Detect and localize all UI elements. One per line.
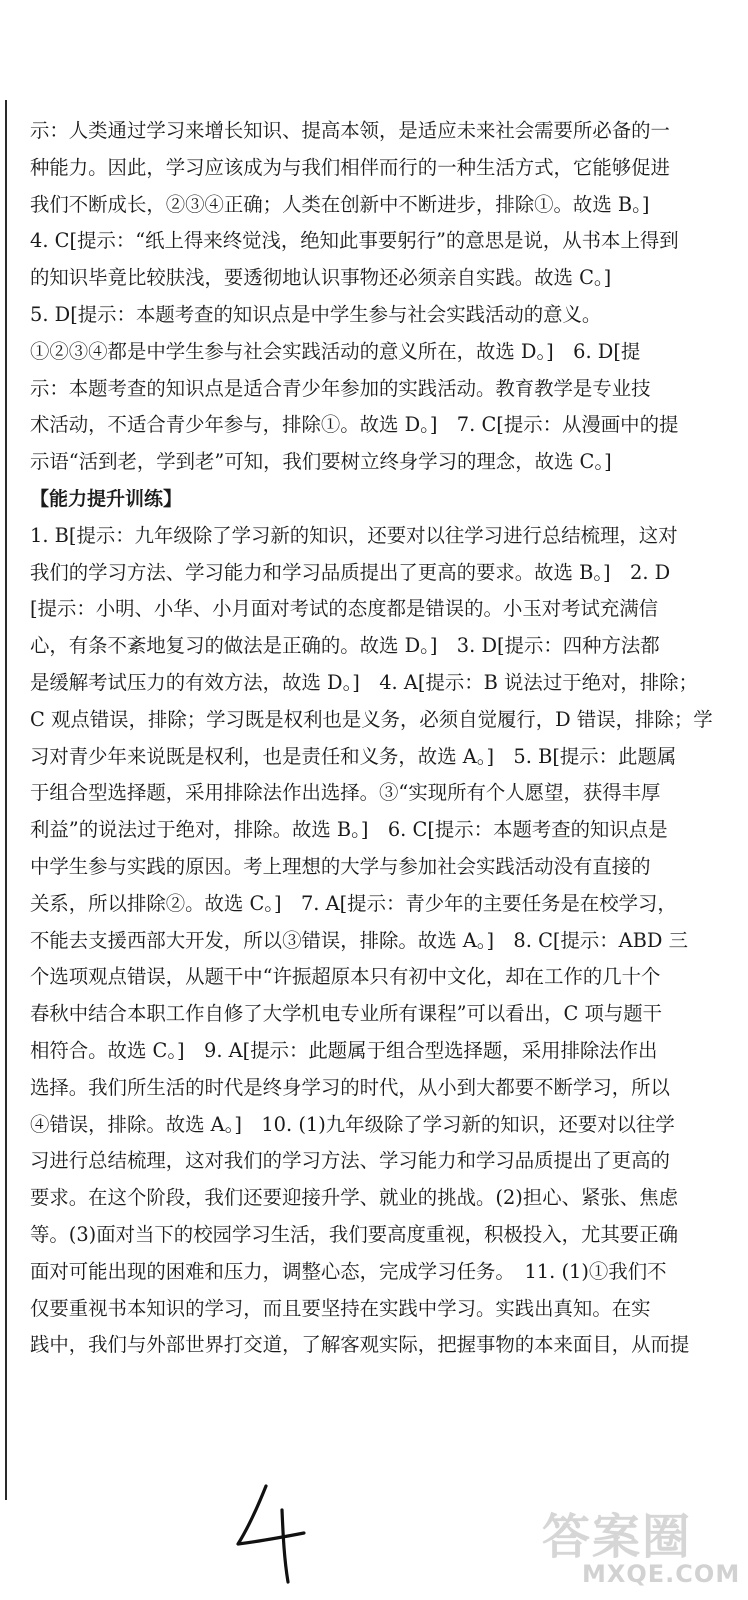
text-line: ④错误，排除。故选 A。] 10. (1)九年级除了学习新的知识，还要对以往学 <box>30 1112 675 1136</box>
text-line: 要求。在这个阶段，我们还要迎接升学、就业的挑战。(2)担心、紧张、焦虑 <box>30 1186 678 1210</box>
text-line: 面对可能出现的困难和压力，调整心态，完成学习任务。 11. (1)①我们不 <box>30 1259 667 1283</box>
text-line: 个选项观点错误，从题干中“许振超原本只有初中文化，却在工作的几十个 <box>30 965 661 989</box>
text-line: 我们的学习方法、学习能力和学习品质提出了更高的要求。故选 B。] 2. D <box>30 560 671 584</box>
section-heading: 【能力提升训练】 <box>30 487 183 510</box>
text-line: 利益”的说法过于绝对，排除。故选 B。] 6. C[提示：本题考查的知识点是 <box>30 818 668 842</box>
text-line: [提示：小明、小华、小月面对考试的态度都是错误的。小玉对考试充满信 <box>30 597 659 621</box>
text-line: 等。(3)面对当下的校园学习生活，我们要高度重视，积极投入，尤其要正确 <box>30 1222 678 1246</box>
handwritten-page-number <box>232 1478 312 1588</box>
text-line: 示语“活到老，学到老”可知，我们要树立终身学习的理念，故选 C。] <box>30 450 612 474</box>
text-line: 是缓解考试压力的有效方法，故选 D。] 4. A[提示：B 说法过于绝对，排除； <box>30 670 698 694</box>
text-line: 示：人类通过学习来增长知识、提高本领，是适应未来社会需要所必备的一 <box>30 119 670 142</box>
text-line: 我们不断成长，②③④正确；人类在创新中不断进步，排除①。故选 B。] <box>30 192 650 216</box>
text-line: 5. D[提示：本题考查的知识点是中学生参与社会实践活动的意义。 <box>30 302 602 326</box>
text-line: 践中，我们与外部世界打交道，了解客观实际，把握事物的本来面目，从而提 <box>30 1333 690 1357</box>
text-line: 术活动，不适合青少年参与，排除①。故选 D。] 7. C[提示：从漫画中的提 <box>30 413 679 437</box>
text-line: 4. C[提示：“纸上得来终觉浅，绝知此事要躬行”的意思是说，从书本上得到 <box>30 229 679 253</box>
text-line: 于组合型选择题，采用排除法作出选择。③“实现所有个人愿望，获得丰厚 <box>30 781 661 805</box>
text-line: 的知识毕竟比较肤浅，要透彻地认识事物还必须亲自实践。故选 C。] <box>30 266 612 290</box>
text-line: 选择。我们所生活的时代是终身学习的时代，从小到大都要不断学习，所以 <box>30 1075 670 1099</box>
text-line: 示：本题考查的知识点是适合青少年参加的实践活动。教育教学是专业技 <box>30 376 651 400</box>
text-line: 习对青少年来说既是权利，也是责任和义务，故选 A。] 5. B[提示：此题属 <box>30 744 677 768</box>
watermark-domain: MXQE.COM <box>582 1560 741 1588</box>
watermark <box>542 1498 742 1598</box>
text-line: C 观点错误，排除；学习既是权利也是义务，必须自觉履行，D 错误，排除；学 <box>30 707 713 731</box>
text-line: 仅要重视书本知识的学习，而且要坚持在实践中学习。实践出真知。在实 <box>30 1296 651 1320</box>
text-line: 不能去支援西部大开发，所以③错误，排除。故选 A。] 8. C[提示：ABD 三 <box>30 928 688 952</box>
text-line: 春秋中结合本职工作自修了大学机电专业所有课程”可以看出，C 项与题干 <box>30 1002 663 1026</box>
text-line: 种能力。因此，学习应该成为与我们相伴而行的一种生活方式，它能够促进 <box>30 155 670 179</box>
text-line: 相符合。故选 C。] 9. A[提示：此题属于组合型选择题，采用排除法作出 <box>30 1038 658 1062</box>
text-line: 心，有条不紊地复习的做法是正确的。故选 D。] 3. D[提示：四种方法都 <box>30 634 660 658</box>
left-margin-rule <box>5 100 7 1500</box>
text-line: 关系，所以排除②。故选 C。] 7. A[提示：青少年的主要任务是在校学习， <box>30 891 677 915</box>
text-line: ①②③④都是中学生参与社会实践活动的意义所在，故选 D。] 6. D[提 <box>30 339 641 363</box>
text-line: 习进行总结梳理，这对我们的学习方法、学习能力和学习品质提出了更高的 <box>30 1149 670 1173</box>
text-line: 1. B[提示：九年级除了学习新的知识，还要对以往学习进行总结梳理，这对 <box>30 523 678 547</box>
text-line: 中学生参与实践的原因。考上理想的大学与参加社会实践活动没有直接的 <box>30 854 651 878</box>
watermark-glyphs: 答案圈 <box>542 1509 693 1565</box>
body-text <box>30 113 736 1364</box>
